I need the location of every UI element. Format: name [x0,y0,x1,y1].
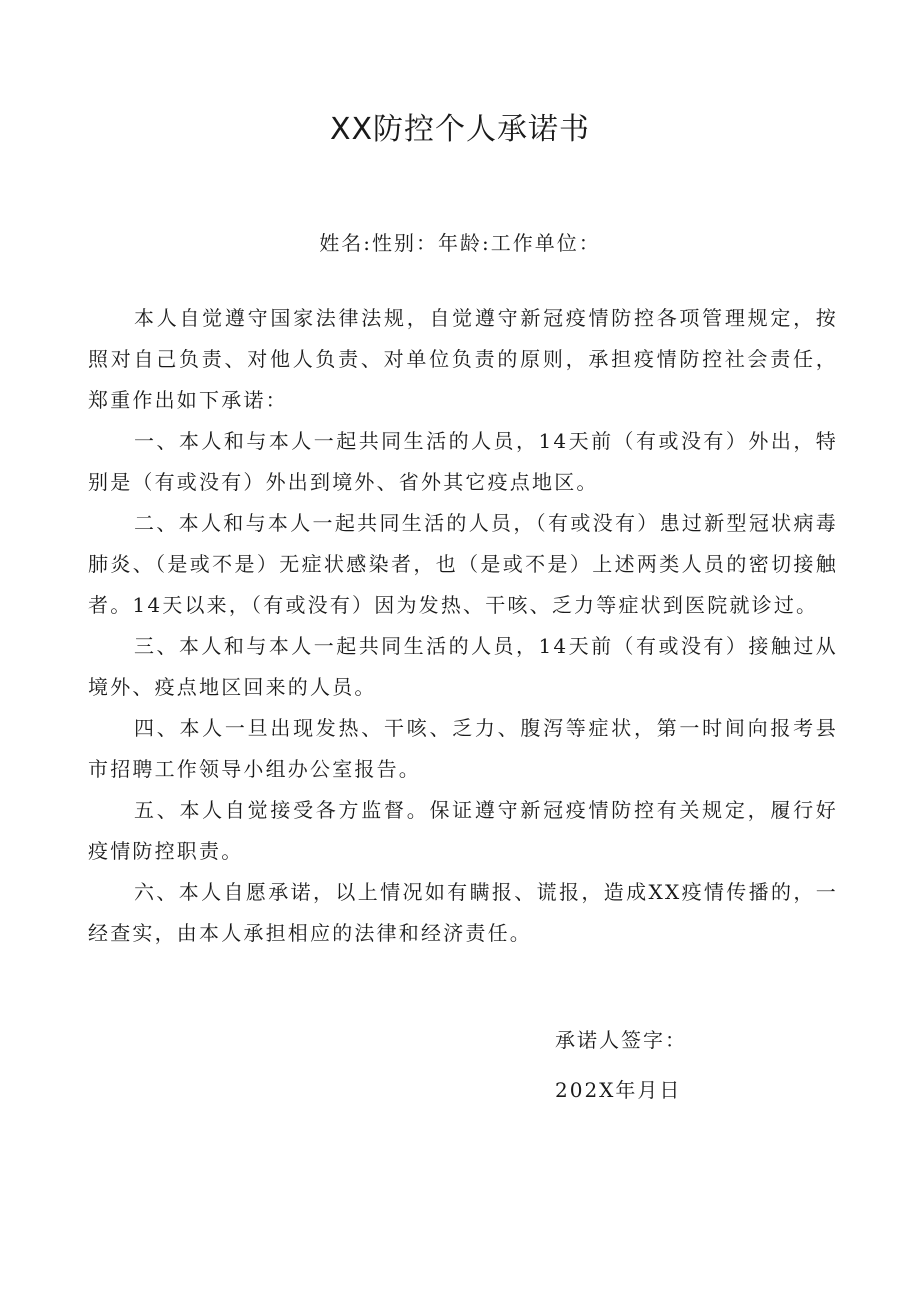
personal-info-line: 姓名:性别：年龄:工作单位： [319,231,601,255]
intro-paragraph: 本人自觉遵守国家法律法规，自觉遵守新冠疫情防控各项管理规定，按照对自己负责、对他人负责、对单位负责的原则，承担疫情防控社会责任，郑重作出如下承诺： [88,306,838,412]
commitment-item-6: 六、本人自愿承诺，以上情况如有瞒报、谎报，造成XX疫情传播的，一经查实，由本人承担相应的法律和经济责任。 [88,880,838,945]
commitment-item-5: 五、本人自觉接受各方监督。保证遵守新冠疫情防控有关规定，履行好疫情防控职责。 [88,798,838,863]
commitment-item-1: 一、本人和与本人一起共同生活的人员，14天前（有或没有）外出，特别是（有或没有）外出到境外、省外其它疫点地区。 [88,429,838,494]
commitment-item-2: 二、本人和与本人一起共同生活的人员，（有或没有）患过新型冠状病毒肺炎、（是或不是）无症状感染者，也（是或不是）上述两类人员的密切接触者。14天以来，（有或没有）因为发热、干咳、乏力等症状到医院就诊过。 [88,511,838,617]
date-line: 202X年月日 [555,1078,682,1102]
commitment-item-4: 四、本人一旦出现发热、干咳、乏力、腹泻等症状，第一时间向报考县市招聘工作领导小组办公室报告。 [88,716,838,781]
commitment-item-3: 三、本人和与本人一起共同生活的人员，14天前（有或没有）接触过从境外、疫点地区回来的人员。 [88,634,838,699]
document-title: XX防控个人承诺书 [329,112,591,147]
commitment-body [88,298,838,954]
signature-label: 承诺人签字： [555,1028,687,1052]
